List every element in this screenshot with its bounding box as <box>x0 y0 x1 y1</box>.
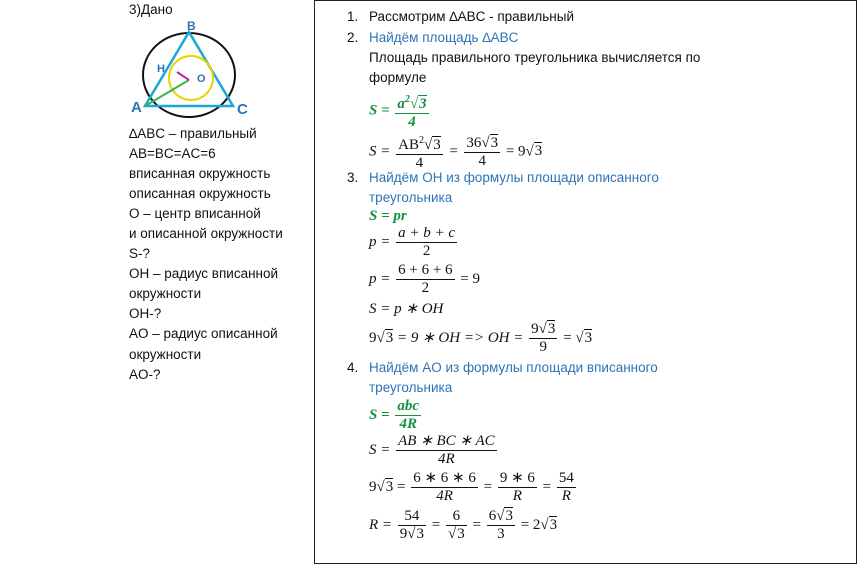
step3-heading: треугольника <box>369 190 453 205</box>
e-coef: 9 <box>369 478 377 495</box>
e-f3-num: 54 <box>558 470 574 486</box>
r-f2-num: 6 <box>446 508 467 526</box>
e-f3-den: R <box>561 488 571 504</box>
step4-heading: треугольника <box>369 380 453 395</box>
step4-heading: Найдём AO из формулы площади вписанного <box>369 360 658 375</box>
given-line: окружности <box>129 286 202 301</box>
p-formula <box>369 225 459 260</box>
oh-coef: 9 <box>369 329 377 346</box>
given-line: OH-? <box>129 306 162 321</box>
c2-coef: 36 <box>466 134 482 151</box>
calc-lhs: S = <box>369 143 391 160</box>
formula-fraction: $\frac{a^2√3}{4}$ <box>395 91 428 131</box>
p2-den: 2 <box>421 280 430 296</box>
given-line: описанная окружность <box>129 186 271 201</box>
calc-fraction-2: $\frac{36√3}{4}$ <box>466 134 499 169</box>
given-line: AB=BC=AC=6 <box>129 146 216 161</box>
p-calculation <box>369 262 480 297</box>
c1-den: 4 <box>415 155 424 171</box>
triangle-diagram <box>129 20 259 120</box>
equals: = <box>448 143 459 160</box>
step3-heading: Найдём OH из формулы площади описанного <box>369 170 659 185</box>
equals: = <box>431 516 441 533</box>
r-equation: 9√3 = $\frac{6 ∗ 6 ∗ 6}{4R}$ = $\frac{9 ∗ 6}{R}$ = $\frac{54}{R}$ <box>369 470 574 504</box>
given-line: вписанная окружность <box>129 166 271 181</box>
s-abc-formula <box>369 398 423 433</box>
oh-middle: = 9 ∗ OH => OH = <box>396 329 524 346</box>
e-f2-den: R <box>512 488 522 504</box>
equals: = <box>396 478 406 495</box>
step-number: 3. <box>347 170 359 185</box>
circumscribed-circle <box>143 33 235 117</box>
f-root: 3 <box>419 96 427 112</box>
r-calculation: R = $\frac{54}{9√3}$ = $\frac{6}{√3}$ = $\frac{6√3}{3}$ = 2√3 <box>369 508 558 542</box>
e-f1-num: 6 ∗ 6 ∗ 6 <box>413 470 476 486</box>
c1-exp: 2 <box>418 135 424 146</box>
equals: = <box>472 516 481 533</box>
step2-text: формуле <box>369 70 427 85</box>
f-a: a <box>397 96 405 112</box>
e-fraction-1 <box>411 470 478 505</box>
formula-lhs: S = <box>369 102 390 119</box>
inscribed-circle <box>169 56 213 100</box>
equals: = <box>483 478 493 495</box>
oh-num-coef: 9 <box>531 321 539 337</box>
given-line: O – центр вписанной <box>129 206 261 221</box>
p2-fraction <box>396 262 454 297</box>
given-line: AO – радиус описанной <box>129 326 278 341</box>
f4-lhs: S = <box>369 406 390 423</box>
s-p-oh: S = p ∗ OH <box>369 301 444 317</box>
p-num: a + b + c <box>398 225 456 241</box>
step2-heading: Найдём площадь ∆ABC <box>369 30 519 45</box>
given-line: и описанной окружности <box>129 226 283 241</box>
s4-den: 4R <box>438 451 455 467</box>
equals: = <box>542 478 552 495</box>
calc-result-root: 3 <box>534 143 543 160</box>
s4-num: AB ∗ BC ∗ AC <box>398 433 495 449</box>
c2-root: 3 <box>490 134 499 151</box>
step-number: 4. <box>347 360 359 375</box>
oh-fraction: $\frac{9√3}{9}$ <box>531 321 556 355</box>
p2-lhs: p = <box>369 270 391 287</box>
f4-fraction <box>395 398 421 433</box>
r-f3-num-coef: 6 <box>488 508 497 524</box>
e-root: 3 <box>385 478 394 495</box>
r-lhs: R = <box>369 516 393 533</box>
c1-ab: AB <box>398 137 419 153</box>
s4-fraction <box>396 433 497 468</box>
p-lhs: p = <box>369 233 391 250</box>
label-b: B <box>187 20 196 33</box>
f-exp: 2 <box>404 94 410 105</box>
oh-root: 3 <box>385 329 394 346</box>
s-sides-formula <box>369 433 499 468</box>
r-fraction-2: $\frac{6}{√3}$ <box>448 508 465 542</box>
f4-num: abc <box>397 398 420 414</box>
given-line: S-? <box>129 246 151 261</box>
r-f1-den-coef: 9 <box>399 526 408 542</box>
given-title: 3)Дано <box>129 2 173 17</box>
e-f1-den: 4R <box>436 488 453 504</box>
f-den: 4 <box>408 114 416 130</box>
oh-den: 9 <box>539 339 547 355</box>
step2-text: Площадь правильного треугольника вычисляется по <box>369 50 701 65</box>
f4-den: 4R <box>399 416 417 432</box>
area-formula <box>369 91 431 131</box>
solution-box <box>314 0 857 564</box>
oh-num-root: 3 <box>547 321 556 337</box>
r-fraction-1: $\frac{54}{9√3}$ <box>399 508 425 542</box>
segment-oh <box>177 72 189 80</box>
r-f1-den-root: 3 <box>416 526 425 542</box>
r-fraction-3: $\frac{6√3}{3}$ <box>488 508 513 542</box>
given-line: ∆ABC – правильный <box>129 126 257 141</box>
step-number: 2. <box>347 30 359 45</box>
e-fraction-2 <box>498 470 537 505</box>
label-c: C <box>237 101 248 118</box>
r-result: = 2 <box>520 516 541 533</box>
p-fraction <box>396 225 457 260</box>
oh-result-root: 3 <box>584 329 593 346</box>
label-h: H <box>157 63 165 75</box>
step-number: 1. <box>347 9 359 24</box>
given-line: окружности <box>129 347 202 362</box>
r-f3-den: 3 <box>497 526 505 542</box>
label-o: O <box>197 73 206 85</box>
e-fraction-3 <box>557 470 576 505</box>
s-pr-formula: S = pr <box>369 208 407 224</box>
given-line: AO-? <box>129 367 161 382</box>
p2-num: 6 + 6 + 6 <box>398 262 453 278</box>
label-a: A <box>131 99 142 116</box>
c1-root: 3 <box>433 137 441 153</box>
calc-result: = 9 <box>505 143 526 160</box>
r-f1-num: 54 <box>398 508 426 526</box>
e-f2-num: 9 ∗ 6 <box>499 470 535 486</box>
r-result-root: 3 <box>549 516 558 533</box>
c2-den: 4 <box>478 152 486 169</box>
equals: = <box>563 329 572 346</box>
s4-lhs: S = <box>369 441 391 458</box>
p-den: 2 <box>422 243 431 259</box>
r-f3-num-root: 3 <box>505 508 513 524</box>
calc-fraction-1: $\frac{AB^2√3}{4}$ <box>396 132 443 172</box>
p2-rhs: = 9 <box>460 270 481 287</box>
given-line: OH – радиус вписанной <box>129 266 279 281</box>
area-calculation: S = $\frac{AB^2√3}{4}$ = $\frac{36√3}{4}$ = 9√3 <box>369 132 542 172</box>
oh-calculation: 9√3 = 9 ∗ OH => OH = $\frac{9√3}{9}$ = √3 <box>369 321 593 355</box>
step1-text: Рассмотрим ∆ABC - правильный <box>369 9 574 24</box>
r-f2-den-root: 3 <box>457 526 465 542</box>
